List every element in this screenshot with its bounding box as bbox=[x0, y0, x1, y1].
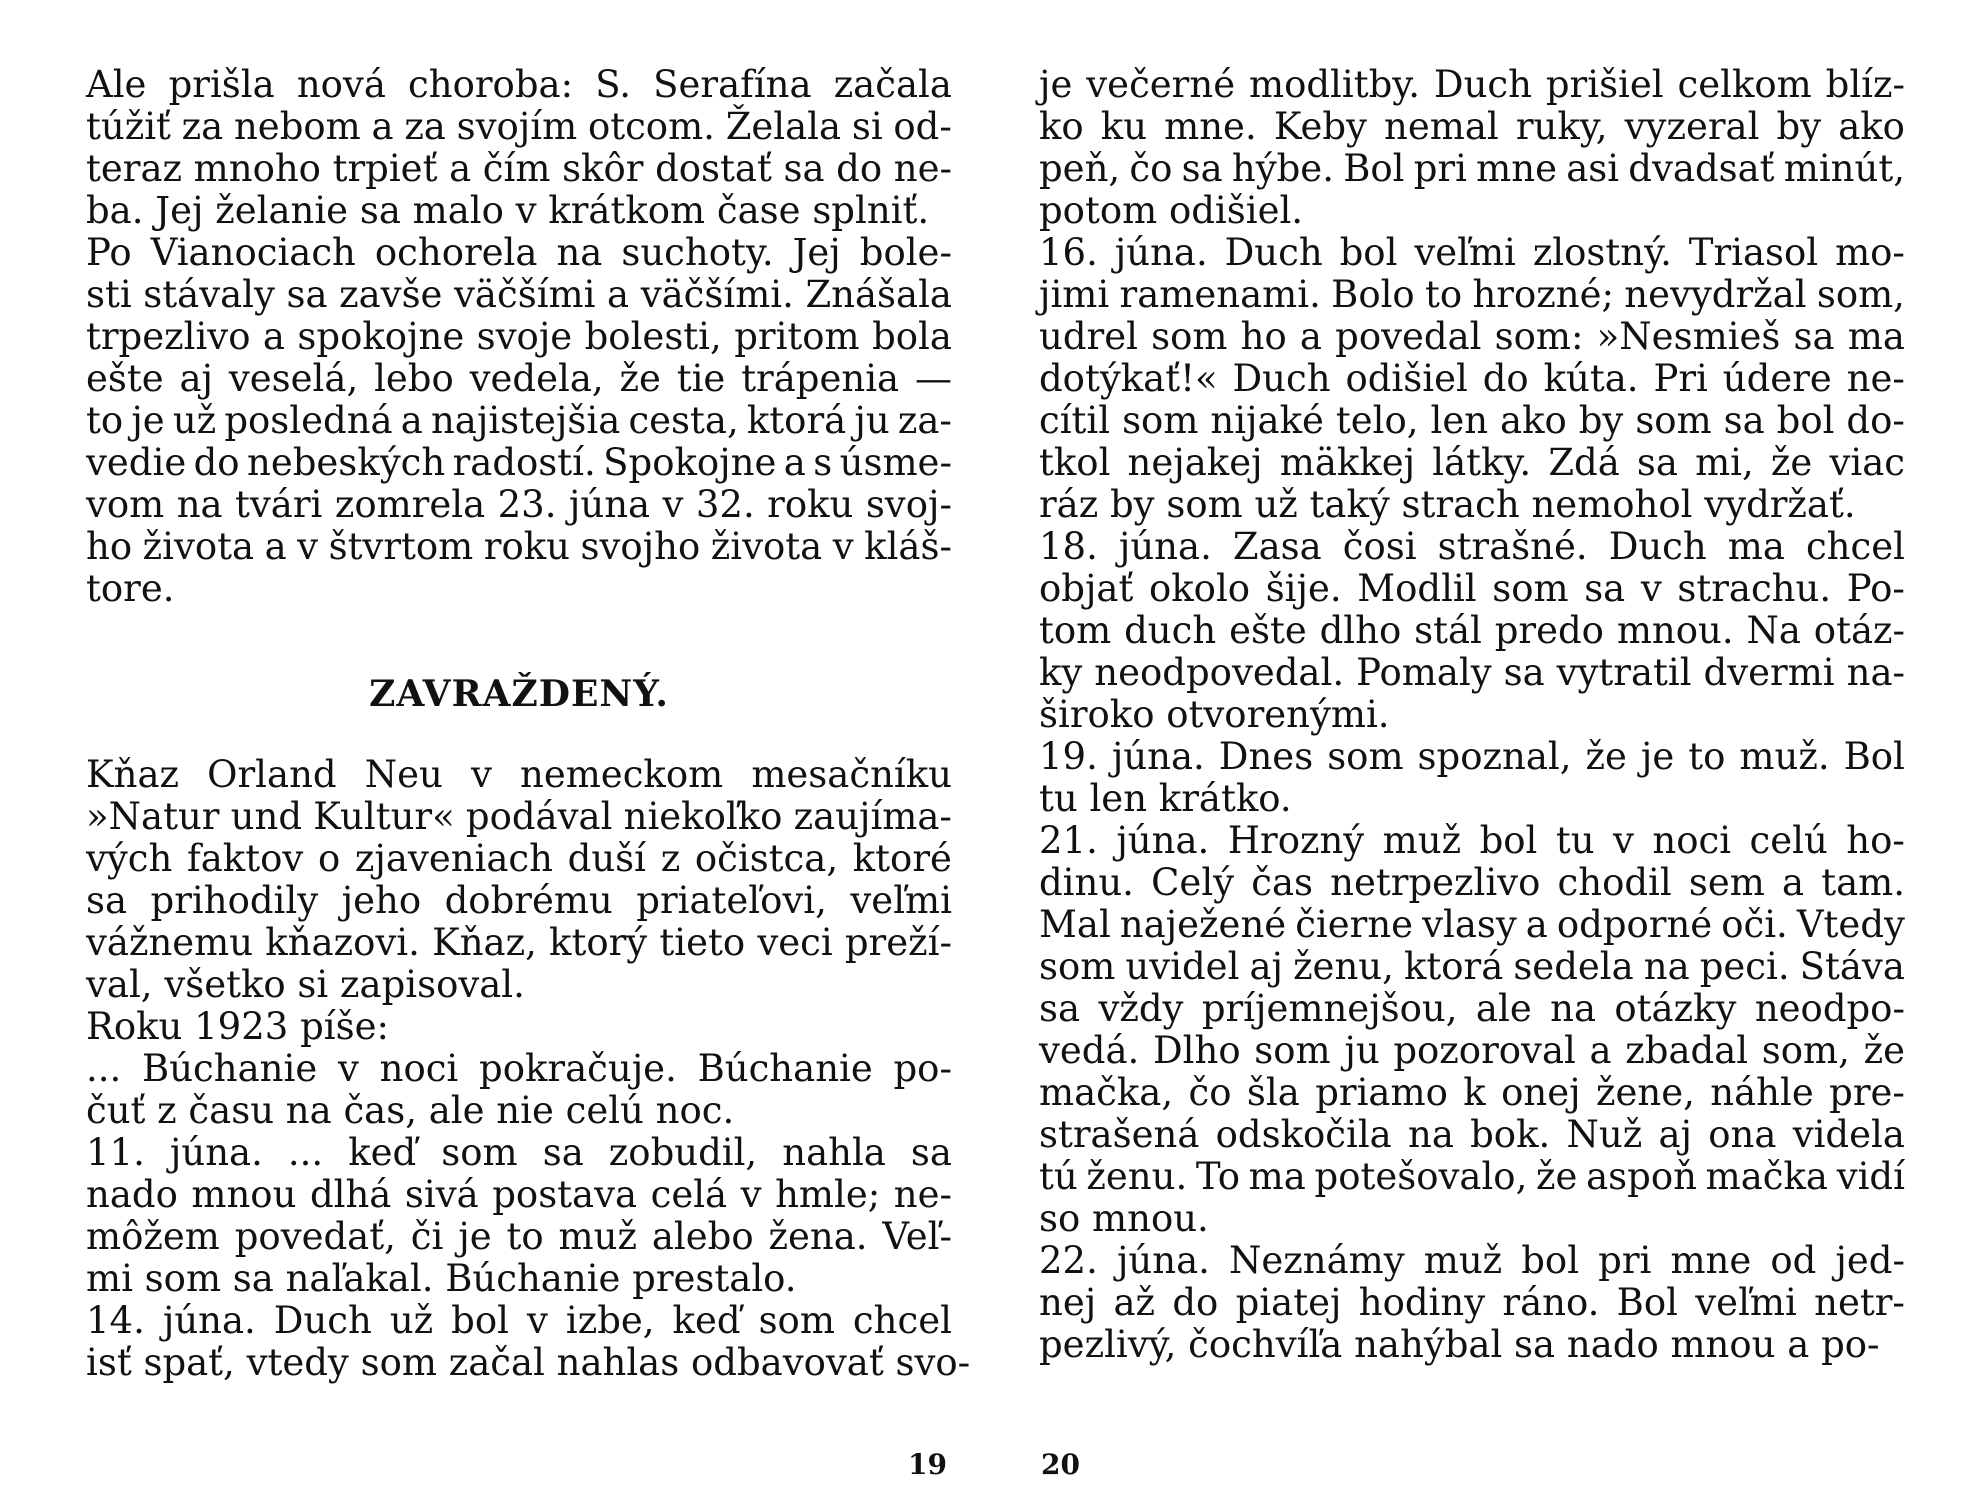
text-line: túžiť za nebom a za svojím otcom. Želala si od- bbox=[86, 105, 952, 148]
text-line: ho života a v štvrtom roku svojho života v kláš- bbox=[86, 525, 952, 568]
text-line: isť spať, vtedy som začal nahlas odbavovať svo- bbox=[86, 1341, 971, 1384]
text-line: tu len krátko. bbox=[1039, 777, 1292, 820]
text-line: peň, čo sa hýbe. Bol pri mne asi dvadsať minút, bbox=[1039, 147, 1905, 190]
text-line: nado mnou dlhá sivá postava celá v hmle; ne- bbox=[86, 1173, 952, 1216]
text-line: mačka, čo šla priamo k onej žene, náhle pre- bbox=[1039, 1071, 1905, 1114]
text-line: ky neodpovedal. Pomaly sa vytratil dvermi na- bbox=[1039, 651, 1905, 694]
right-page bbox=[989, 0, 1978, 1500]
text-line: tom duch ešte dlho stál predo mnou. Na otáz- bbox=[1039, 609, 1905, 652]
text-line: »Natur und Kultur« podával niekoľko zaujíma- bbox=[86, 795, 952, 838]
chapter-heading: ZAVRAŽDENÝ. bbox=[369, 673, 669, 715]
paragraph bbox=[86, 1132, 952, 1300]
right-page-text bbox=[1039, 64, 1905, 1366]
text-line: môžem povedať, či je to muž alebo žena. Veľ- bbox=[86, 1215, 952, 1258]
text-line: trpezlivo a spokojne svoje bolesti, pritom bola bbox=[86, 315, 952, 358]
paragraph bbox=[1039, 820, 1905, 1240]
text-line: strašená odskočila na bok. Nuž aj ona videla bbox=[1039, 1113, 1905, 1156]
paragraph bbox=[1039, 1240, 1905, 1366]
text-line: 19. júna. Dnes som spoznal, že je to muž. Bol bbox=[1039, 735, 1905, 778]
text-line: ... Búchanie v noci pokračuje. Búchanie po- bbox=[86, 1047, 952, 1090]
text-line: 22. júna. Neznámy muž bol pri mne od jed- bbox=[1039, 1239, 1905, 1282]
text-line: ešte aj veselá, lebo vedela, že tie trápenia — bbox=[86, 357, 952, 400]
text-line: Kňaz Orland Neu v nemeckom mesačníku bbox=[86, 753, 952, 796]
text-line: som uvidel aj ženu, ktorá sedela na peci. Stáva bbox=[1039, 945, 1905, 988]
text-line: vom na tvári zomrela 23. júna v 32. roku svoj- bbox=[86, 483, 952, 526]
text-line: tore. bbox=[86, 567, 175, 610]
paragraph bbox=[1039, 64, 1905, 232]
paragraph bbox=[1039, 526, 1905, 736]
text-line: sti stávaly sa zavše väčšími a väčšími. Znášala bbox=[86, 273, 952, 316]
text-line: 18. júna. Zasa čosi strašné. Duch ma chcel bbox=[1039, 525, 1905, 568]
text-line: tú ženu. To ma potešovalo, že aspoň mačka vidí bbox=[1039, 1155, 1905, 1198]
text-line: nej až do piatej hodiny ráno. Bol veľmi netr- bbox=[1039, 1281, 1905, 1324]
paragraph bbox=[1039, 232, 1905, 526]
text-line: sa vždy príjemnejšou, ale na otázky neodpo- bbox=[1039, 987, 1905, 1030]
text-line: dotýkať!« Duch odišiel do kúta. Pri údere ne- bbox=[1039, 357, 1905, 400]
text-line: ba. Jej želanie sa malo v krátkom čase splniť. bbox=[86, 189, 930, 232]
text-line: cítil som nijaké telo, len ako by som sa bol do- bbox=[1039, 399, 1905, 442]
text-line: 21. júna. Hrozný muž bol tu v noci celú ho- bbox=[1039, 819, 1905, 862]
paragraph bbox=[86, 1048, 952, 1132]
text-line: to je už posledná a najistejšia cesta, ktorá ju za- bbox=[86, 399, 952, 442]
text-line: potom odišiel. bbox=[1039, 189, 1304, 232]
paragraph bbox=[86, 754, 952, 1006]
text-line: pezlivý, čochvíľa nahýbal sa nado mnou a po- bbox=[1039, 1323, 1880, 1366]
text-line: vedie do nebeských radostí. Spokojne a s úsme- bbox=[86, 441, 952, 484]
text-line: Roku 1923 píše: bbox=[86, 1005, 389, 1048]
text-line: udrel som ho a povedal som: »Nesmieš sa ma bbox=[1039, 315, 1905, 358]
paragraph bbox=[1039, 736, 1905, 820]
text-line: Ale prišla nová choroba: S. Serafína začala bbox=[86, 63, 952, 106]
text-line: vedá. Dlho som ju pozoroval a zbadal som, že bbox=[1039, 1029, 1905, 1072]
page-number: 20 bbox=[1041, 1448, 1080, 1481]
text-line: tkol nejakej mäkkej látky. Zdá sa mi, že viac bbox=[1039, 441, 1905, 484]
text-line: val, všetko si zapisoval. bbox=[86, 963, 525, 1006]
left-page-text bbox=[86, 63, 971, 1384]
text-line: vých faktov o zjaveniach duší z očistca, ktoré bbox=[86, 837, 952, 880]
text-line: čuť z času na čas, ale nie celú noc. bbox=[86, 1089, 735, 1132]
text-line: široko otvorenými. bbox=[1039, 693, 1390, 736]
text-line: ráz by som už taký strach nemohol vydržať. bbox=[1039, 483, 1856, 526]
paragraph bbox=[86, 64, 952, 232]
text-line: je večerné modlitby. Duch prišiel celkom blíz- bbox=[1039, 63, 1905, 106]
text-line: ko ku mne. Keby nemal ruky, vyzeral by ako bbox=[1039, 105, 1905, 148]
text-line: so mnou. bbox=[1039, 1197, 1209, 1240]
text-line: Mal naježené čierne vlasy a odporné oči. Vtedy bbox=[1039, 903, 1905, 946]
page-number: 19 bbox=[908, 1448, 947, 1481]
text-line: dinu. Celý čas netrpezlivo chodil sem a tam. bbox=[1039, 861, 1905, 904]
text-line: jimi ramenami. Bolo to hrozné; nevydržal som, bbox=[1039, 273, 1905, 316]
text-line: objať okolo šije. Modlil som sa v strachu. Po- bbox=[1039, 567, 1905, 610]
text-line: sa prihodily jeho dobrému priateľovi, veľmi bbox=[86, 879, 952, 922]
text-line: teraz mnoho trpieť a čím skôr dostať sa do ne- bbox=[86, 147, 952, 190]
text-line: vážnemu kňazovi. Kňaz, ktorý tieto veci preží- bbox=[86, 921, 952, 964]
text-line: Po Vianociach ochorela na suchoty. Jej bole- bbox=[86, 231, 952, 274]
text-line: 14. júna. Duch už bol v izbe, keď som chcel bbox=[86, 1299, 952, 1342]
text-line: 11. júna. ... keď som sa zobudil, nahla sa bbox=[86, 1131, 952, 1174]
paragraph bbox=[86, 1299, 971, 1384]
paragraph bbox=[86, 1006, 952, 1048]
text-line: 16. júna. Duch bol veľmi zlostný. Triasol mo- bbox=[1039, 231, 1905, 274]
paragraph bbox=[86, 232, 952, 610]
text-line: mi som sa naľakal. Búchanie prestalo. bbox=[86, 1257, 797, 1300]
